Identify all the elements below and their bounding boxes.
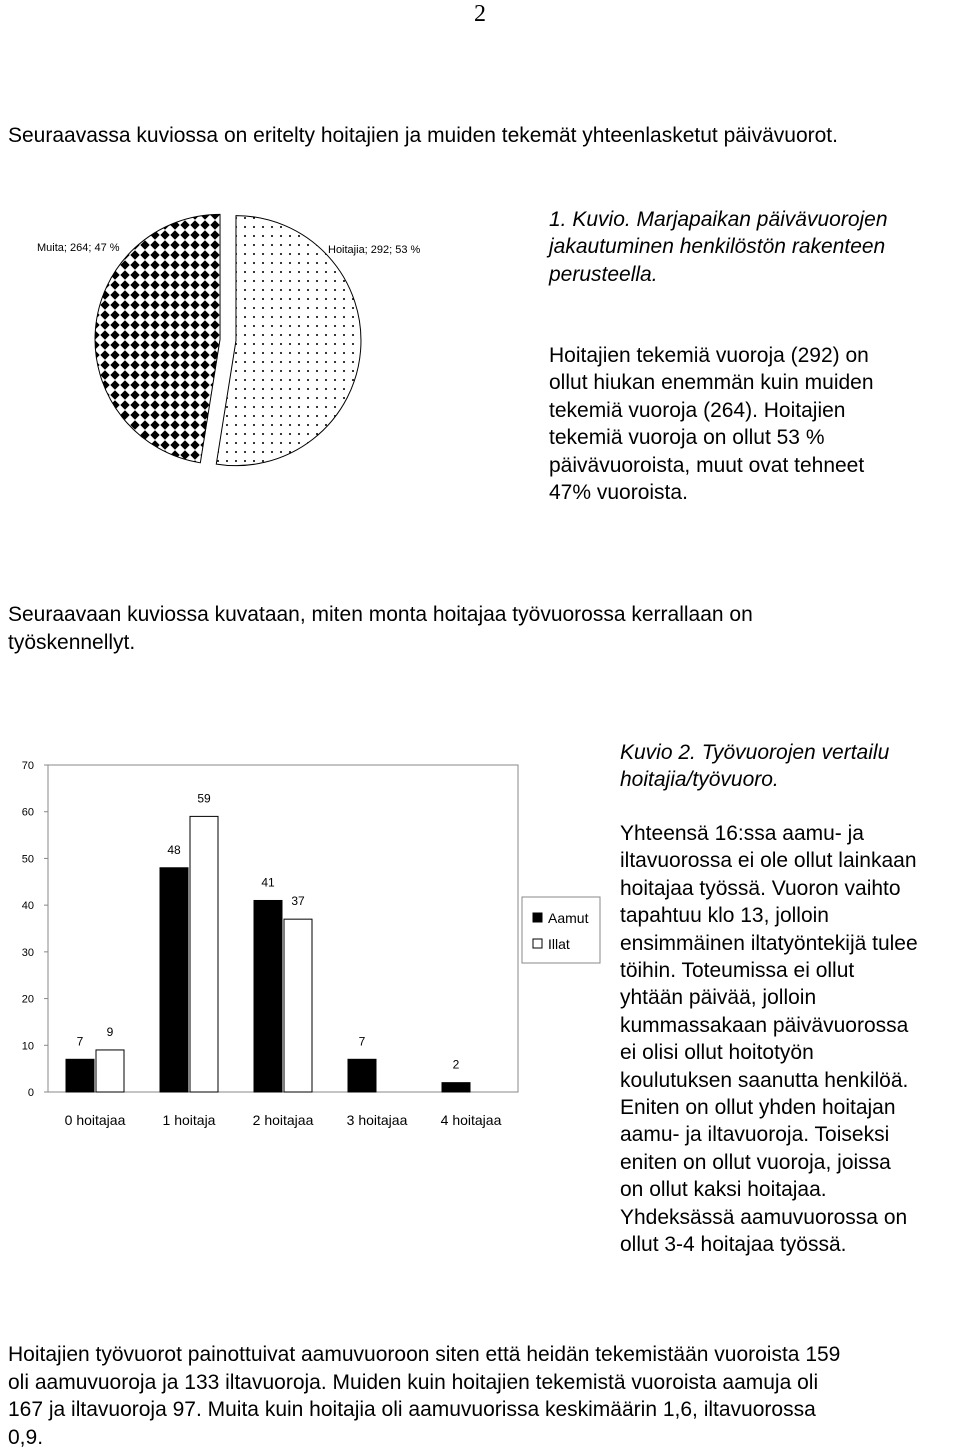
description1-line: tekemiä vuoroja on ollut 53 % xyxy=(549,426,825,450)
description2-line: hoitajaa työssä. Vuoron vaihto xyxy=(620,876,901,900)
description2-line: Yhteensä 16:ssa aamu- ja xyxy=(620,822,864,845)
description2-line: iltavuorossa ei ole ollut lainkaan xyxy=(620,849,917,873)
pie-label-muita: Muita; 264; 47 % xyxy=(37,242,120,254)
description2-line: aamu- ja iltavuoroja. Toiseksi xyxy=(620,1123,890,1147)
description2-line: Yhdeksässä aamuvuorossa on xyxy=(620,1205,908,1229)
x-tick-label: 2 hoitajaa xyxy=(252,1112,314,1128)
description2-line: tapahtuu klo 13, jolloin xyxy=(620,904,829,928)
description2-line: on ollut kaksi hoitajaa. xyxy=(620,1178,827,1202)
description1-line: Hoitajien tekemiä vuoroja (292) on xyxy=(549,344,869,367)
final-paragraph xyxy=(8,1341,958,1451)
y-tick-label: 60 xyxy=(21,806,34,819)
bar-description xyxy=(620,820,960,1259)
plot-area xyxy=(48,765,518,1092)
x-tick-label: 3 hoitajaa xyxy=(346,1112,408,1128)
x-tick-label: 0 hoitajaa xyxy=(64,1112,126,1128)
second-intro-paragraph xyxy=(8,601,958,656)
description1-line: ollut hiukan enemmän kuin muiden xyxy=(549,371,874,395)
legend-swatch-illat xyxy=(533,939,542,948)
legend-label-aamut: Aamut xyxy=(548,910,589,926)
bar-aamut xyxy=(348,1059,376,1092)
page-number: 2 xyxy=(474,1,486,27)
description2-line: ollut 3-4 hoitajaa työssä. xyxy=(620,1233,847,1257)
y-tick-label: 70 xyxy=(21,760,34,772)
y-tick-label: 10 xyxy=(21,1040,34,1053)
description2-line: koulutuksen saanutta henkilöä. xyxy=(620,1068,909,1092)
bar-aamut xyxy=(254,900,282,1092)
caption1-line: jakautuminen henkilöstön rakenteen xyxy=(549,235,886,259)
data-label-aamut: 2 xyxy=(452,1057,460,1072)
data-label-illat: 59 xyxy=(197,791,211,806)
y-tick-label: 50 xyxy=(21,853,34,866)
legend-box xyxy=(522,897,600,963)
description2-line: töihin. Toteumissa ei ollut xyxy=(620,959,855,983)
y-tick-label: 0 xyxy=(27,1087,34,1099)
data-label-aamut: 48 xyxy=(167,842,181,857)
final-line: 167 ja iltavuoroja 97. Muita kuin hoitajia oli aamuvuorissa keskimäärin 1,6, iltavuorossa xyxy=(8,1398,816,1421)
data-label-aamut: 7 xyxy=(358,1034,366,1049)
caption2-line: hoitajia/työvuoro. xyxy=(620,768,779,792)
final-line: Hoitajien työvuorot painottuivat aamuvuoroon siten että heidän tekemistään vuoroista 159 xyxy=(8,1343,841,1366)
description2-line: ei olisi ollut hoitotyön xyxy=(620,1041,814,1065)
caption2-line: Kuvio 2. Työvuorojen vertailu xyxy=(620,741,890,764)
pie-description xyxy=(549,342,954,506)
description2-line: ensimmäinen iltatyöntekijä tulee xyxy=(620,931,918,955)
final-line: oli aamuvuoroja ja 133 iltavuoroja. Muiden kuin hoitajien tekemistä vuoroista aamuja oli xyxy=(8,1370,819,1394)
data-label-illat: 37 xyxy=(291,894,305,909)
y-tick-label: 20 xyxy=(21,993,34,1006)
final-line: 0,9. xyxy=(8,1425,44,1449)
figure-caption-2 xyxy=(620,739,955,794)
bar-aamut xyxy=(442,1083,470,1092)
second-intro-line: Seuraavaan kuviossa kuvataan, miten monta hoitajaa työvuorossa kerrallaan on xyxy=(8,603,753,626)
pie-label-hoitajia: Hoitajia; 292; 53 % xyxy=(328,244,421,256)
x-tick-label: 1 hoitaja xyxy=(162,1112,216,1128)
legend-swatch-aamut xyxy=(533,913,542,922)
description1-line: tekemiä vuoroja (264). Hoitajien xyxy=(549,398,846,422)
data-label-illat: 9 xyxy=(106,1024,114,1039)
intro-paragraph: Seuraavassa kuviossa on eritelty hoitajien ja muiden tekemät yhteenlasketut päivävuorot. xyxy=(8,124,838,147)
y-tick-label: 30 xyxy=(21,946,34,959)
bar-illat xyxy=(284,919,312,1092)
data-label-aamut: 41 xyxy=(261,875,275,890)
bar-chart xyxy=(0,740,610,1140)
description2-line: Eniten on ollut yhden hoitajan xyxy=(620,1096,896,1120)
legend-label-illat: Illat xyxy=(548,936,570,952)
pie-chart xyxy=(0,180,545,520)
x-tick-label: 4 hoitajaa xyxy=(440,1112,502,1128)
caption1-line: perusteella. xyxy=(549,262,658,286)
caption1-line: 1. Kuvio. Marjapaikan päivävuorojen xyxy=(549,208,888,231)
description1-line: 47% vuoroista. xyxy=(549,481,688,505)
bar-aamut xyxy=(160,868,188,1092)
data-label-aamut: 7 xyxy=(76,1034,84,1049)
description2-line: eniten on ollut vuoroja, joissa xyxy=(620,1150,891,1174)
second-intro-line: työskennellyt. xyxy=(8,630,136,654)
bar-illat xyxy=(190,816,218,1092)
bar-aamut xyxy=(66,1059,94,1092)
y-tick-label: 40 xyxy=(21,900,34,913)
description2-line: yhtään päivää, jolloin xyxy=(620,986,817,1010)
description2-line: kummassakaan päivävuorossa xyxy=(620,1013,909,1037)
bar-illat xyxy=(96,1050,124,1092)
figure-caption-1 xyxy=(549,206,954,288)
description1-line: päivävuoroista, muut ovat tehneet xyxy=(549,453,865,477)
